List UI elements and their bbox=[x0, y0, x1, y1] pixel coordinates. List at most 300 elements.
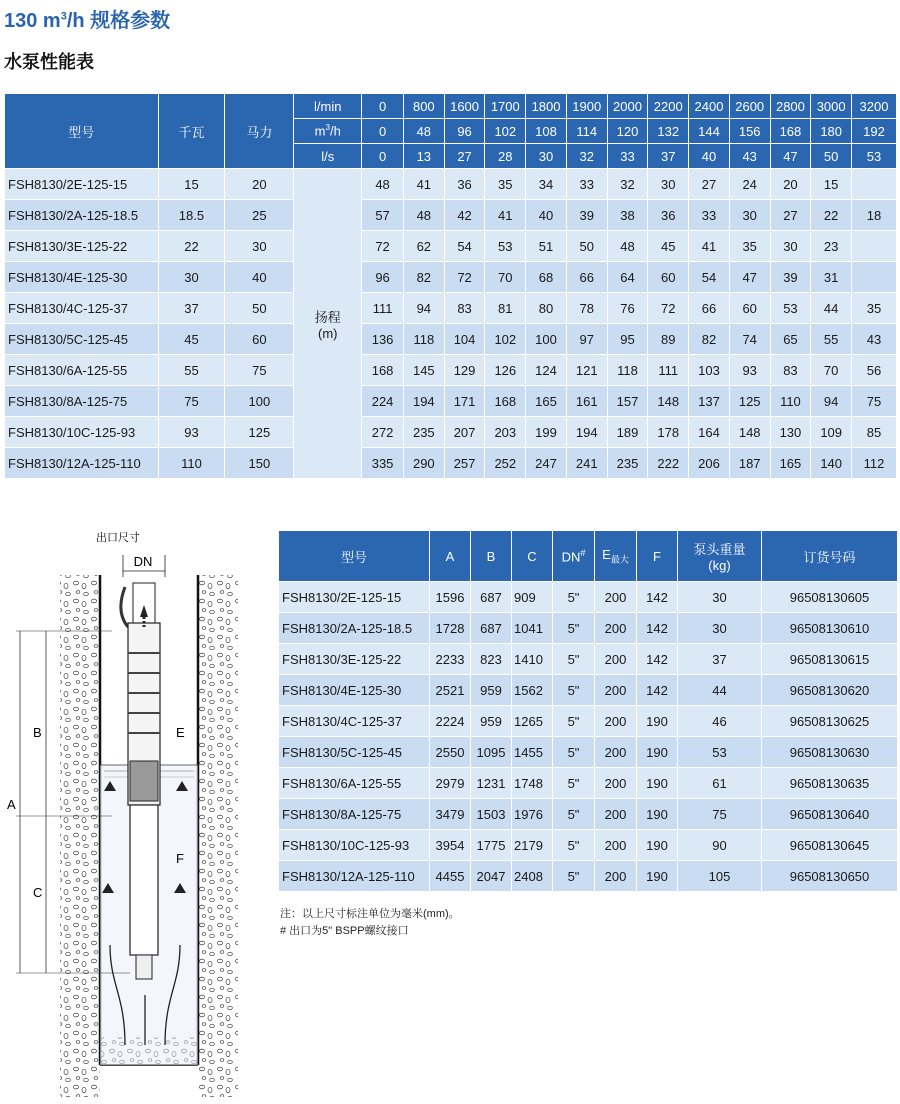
dimension-model-cell: FSH8130/6A-125-55 bbox=[279, 768, 430, 799]
head-value-cell: 241 bbox=[566, 448, 607, 479]
head-value-cell: 89 bbox=[648, 324, 689, 355]
head-value-cell: 70 bbox=[485, 262, 526, 293]
kw-cell: 110 bbox=[158, 448, 225, 479]
hp-cell: 30 bbox=[225, 231, 294, 262]
dimension-row bbox=[279, 799, 898, 830]
dimension-a-cell: 3954 bbox=[430, 830, 471, 861]
head-value-cell: 224 bbox=[362, 386, 404, 417]
head-value-cell: 24 bbox=[729, 169, 770, 200]
dimension-c-cell: 909 bbox=[512, 582, 553, 613]
flow-value: 2600 bbox=[729, 94, 770, 119]
head-value-cell: 48 bbox=[362, 169, 404, 200]
head-value-cell: 33 bbox=[566, 169, 607, 200]
dimension-a-cell: 2521 bbox=[430, 675, 471, 706]
head-value-cell: 145 bbox=[403, 355, 444, 386]
performance-row bbox=[5, 355, 897, 386]
dimension-a-cell: 2979 bbox=[430, 768, 471, 799]
head-value-cell: 82 bbox=[403, 262, 444, 293]
kw-cell: 75 bbox=[158, 386, 225, 417]
dimension-e-label: E bbox=[176, 725, 185, 740]
dimension-b-cell: 1095 bbox=[471, 737, 512, 768]
dimension-col-weight: 泵头重量 (kg) bbox=[678, 531, 762, 582]
head-value-cell: 41 bbox=[689, 231, 730, 262]
flow-value: 27 bbox=[444, 144, 485, 169]
head-value-cell: 44 bbox=[811, 293, 852, 324]
model-cell: FSH8130/2A-125-18.5 bbox=[5, 200, 159, 231]
head-value-cell: 23 bbox=[811, 231, 852, 262]
dimension-row bbox=[279, 644, 898, 675]
dimension-order-cell: 96508130630 bbox=[762, 737, 898, 768]
head-value-cell: 18 bbox=[852, 200, 897, 231]
hp-cell: 60 bbox=[225, 324, 294, 355]
head-value-cell: 148 bbox=[648, 386, 689, 417]
head-value-cell: 40 bbox=[526, 200, 567, 231]
flow-value: 0 bbox=[362, 94, 404, 119]
head-value-cell: 199 bbox=[526, 417, 567, 448]
dimension-table-header bbox=[279, 531, 898, 582]
hp-cell: 100 bbox=[225, 386, 294, 417]
dimension-order-cell: 96508130605 bbox=[762, 582, 898, 613]
dimension-e-cell: 200 bbox=[595, 737, 637, 768]
dimension-b-cell: 687 bbox=[471, 613, 512, 644]
head-value-cell: 161 bbox=[566, 386, 607, 417]
hp-cell: 40 bbox=[225, 262, 294, 293]
dimension-a-cell: 2224 bbox=[430, 706, 471, 737]
flow-value: 40 bbox=[689, 144, 730, 169]
dimension-row bbox=[279, 830, 898, 861]
performance-table bbox=[4, 93, 897, 479]
dimension-f-cell: 190 bbox=[637, 861, 678, 892]
head-value-cell: 129 bbox=[444, 355, 485, 386]
head-value-cell: 168 bbox=[485, 386, 526, 417]
dimension-col-dn: DN# bbox=[553, 531, 595, 582]
head-value-cell: 36 bbox=[444, 169, 485, 200]
head-value-cell: 66 bbox=[689, 293, 730, 324]
head-value-cell: 118 bbox=[607, 355, 648, 386]
pump-installation-diagram bbox=[0, 525, 240, 1104]
dimension-f-cell: 190 bbox=[637, 768, 678, 799]
head-value-cell: 140 bbox=[811, 448, 852, 479]
head-value-cell: 125 bbox=[729, 386, 770, 417]
head-value-cell: 189 bbox=[607, 417, 648, 448]
head-value-cell: 22 bbox=[811, 200, 852, 231]
dimension-dn-cell: 5" bbox=[553, 675, 595, 706]
performance-row bbox=[5, 293, 897, 324]
head-value-cell: 41 bbox=[403, 169, 444, 200]
head-value-cell: 57 bbox=[362, 200, 404, 231]
flow-value: 120 bbox=[607, 119, 648, 144]
head-value-cell: 257 bbox=[444, 448, 485, 479]
dimension-dn-cell: 5" bbox=[553, 644, 595, 675]
head-value-cell: 36 bbox=[648, 200, 689, 231]
head-value-cell: 203 bbox=[485, 417, 526, 448]
dimension-a-cell: 4455 bbox=[430, 861, 471, 892]
note-units: 注：以上尺寸标注单位为毫米(mm)。 bbox=[280, 908, 460, 920]
dimension-model-cell: FSH8130/4E-125-30 bbox=[279, 675, 430, 706]
kw-cell: 45 bbox=[158, 324, 225, 355]
head-value-cell: 96 bbox=[362, 262, 404, 293]
notes bbox=[280, 906, 460, 940]
head-value-cell: 168 bbox=[362, 355, 404, 386]
kw-cell: 93 bbox=[158, 417, 225, 448]
performance-row bbox=[5, 324, 897, 355]
dimension-col-c: C bbox=[512, 531, 553, 582]
dimension-b-cell: 959 bbox=[471, 675, 512, 706]
dimension-c-cell: 1410 bbox=[512, 644, 553, 675]
head-value-cell: 187 bbox=[729, 448, 770, 479]
head-value-cell: 27 bbox=[770, 200, 811, 231]
head-value-cell: 206 bbox=[689, 448, 730, 479]
dimension-row bbox=[279, 706, 898, 737]
dimension-c-cell: 2408 bbox=[512, 861, 553, 892]
flow-value: 132 bbox=[648, 119, 689, 144]
head-value-cell: 27 bbox=[689, 169, 730, 200]
dimension-b-cell: 1775 bbox=[471, 830, 512, 861]
flow-value: 48 bbox=[403, 119, 444, 144]
dimension-b-cell: 687 bbox=[471, 582, 512, 613]
dimension-weight-cell: 37 bbox=[678, 644, 762, 675]
flow-value: 0 bbox=[362, 119, 404, 144]
dimension-model-cell: FSH8130/4C-125-37 bbox=[279, 706, 430, 737]
model-cell: FSH8130/12A-125-110 bbox=[5, 448, 159, 479]
head-value-cell: 78 bbox=[566, 293, 607, 324]
dimension-a-cell: 1596 bbox=[430, 582, 471, 613]
dimension-dn-cell: 5" bbox=[553, 861, 595, 892]
dimension-col-f: F bbox=[637, 531, 678, 582]
head-value-cell: 85 bbox=[852, 417, 897, 448]
dimension-b-cell: 1503 bbox=[471, 799, 512, 830]
dimension-model-cell: FSH8130/2E-125-15 bbox=[279, 582, 430, 613]
dimension-f-cell: 142 bbox=[637, 644, 678, 675]
head-value-cell: 235 bbox=[607, 448, 648, 479]
performance-row bbox=[5, 200, 897, 231]
kw-cell: 37 bbox=[158, 293, 225, 324]
dimension-weight-cell: 61 bbox=[678, 768, 762, 799]
head-value-cell: 65 bbox=[770, 324, 811, 355]
note-outlet: # 出口为5" BSPP螺纹接口 bbox=[280, 925, 409, 937]
head-value-cell: 194 bbox=[566, 417, 607, 448]
dimension-e-cell: 200 bbox=[595, 768, 637, 799]
kw-cell: 55 bbox=[158, 355, 225, 386]
dimension-model-cell: FSH8130/10C-125-93 bbox=[279, 830, 430, 861]
model-cell: FSH8130/10C-125-93 bbox=[5, 417, 159, 448]
head-value-cell: 83 bbox=[770, 355, 811, 386]
hp-cell: 25 bbox=[225, 200, 294, 231]
dimension-c-cell: 1265 bbox=[512, 706, 553, 737]
head-value-cell: 111 bbox=[362, 293, 404, 324]
dimension-e-cell: 200 bbox=[595, 861, 637, 892]
unit-lmin: l/min bbox=[294, 94, 362, 119]
model-cell: FSH8130/8A-125-75 bbox=[5, 386, 159, 417]
head-value-cell: 53 bbox=[485, 231, 526, 262]
head-value-cell: 247 bbox=[526, 448, 567, 479]
head-value-cell: 20 bbox=[770, 169, 811, 200]
head-value-cell: 51 bbox=[526, 231, 567, 262]
kw-cell: 22 bbox=[158, 231, 225, 262]
flow-value: 3000 bbox=[811, 94, 852, 119]
flow-value: 144 bbox=[689, 119, 730, 144]
head-value-cell: 50 bbox=[566, 231, 607, 262]
head-value-cell: 72 bbox=[648, 293, 689, 324]
head-value-cell: 95 bbox=[607, 324, 648, 355]
flow-value: 102 bbox=[485, 119, 526, 144]
dimension-order-cell: 96508130610 bbox=[762, 613, 898, 644]
hp-cell: 50 bbox=[225, 293, 294, 324]
head-value-cell: 130 bbox=[770, 417, 811, 448]
dimension-weight-cell: 44 bbox=[678, 675, 762, 706]
flow-value: 2800 bbox=[770, 94, 811, 119]
head-value-cell: 76 bbox=[607, 293, 648, 324]
head-value-cell: 94 bbox=[403, 293, 444, 324]
dimension-f-cell: 190 bbox=[637, 799, 678, 830]
head-label: 扬程 bbox=[314, 309, 341, 325]
head-value-cell: 68 bbox=[526, 262, 567, 293]
kw-cell: 15 bbox=[158, 169, 225, 200]
hp-cell: 125 bbox=[225, 417, 294, 448]
dimension-f-cell: 190 bbox=[637, 830, 678, 861]
section-title: 水泵性能表 bbox=[4, 52, 94, 72]
hp-cell: 150 bbox=[225, 448, 294, 479]
head-value-cell: 42 bbox=[444, 200, 485, 231]
head-value-cell: 222 bbox=[648, 448, 689, 479]
head-value-cell: 54 bbox=[689, 262, 730, 293]
dimension-dn-cell: 5" bbox=[553, 830, 595, 861]
head-value-cell: 75 bbox=[852, 386, 897, 417]
head-value-cell: 74 bbox=[729, 324, 770, 355]
head-value-cell bbox=[852, 169, 897, 200]
performance-row bbox=[5, 448, 897, 479]
dimension-b-cell: 959 bbox=[471, 706, 512, 737]
dimension-table bbox=[278, 530, 898, 892]
head-value-cell: 31 bbox=[811, 262, 852, 293]
dimension-weight-cell: 30 bbox=[678, 582, 762, 613]
performance-col-hp: 马力 bbox=[225, 94, 294, 169]
performance-header-row bbox=[5, 94, 897, 119]
head-value-cell: 109 bbox=[811, 417, 852, 448]
dimension-row bbox=[279, 582, 898, 613]
head-value-cell: 83 bbox=[444, 293, 485, 324]
dimension-model-cell: FSH8130/8A-125-75 bbox=[279, 799, 430, 830]
dimension-dn-cell: 5" bbox=[553, 582, 595, 613]
head-value-cell: 252 bbox=[485, 448, 526, 479]
head-value-cell: 47 bbox=[729, 262, 770, 293]
head-value-cell: 165 bbox=[770, 448, 811, 479]
model-cell: FSH8130/2E-125-15 bbox=[5, 169, 159, 200]
dimension-c-label: C bbox=[33, 885, 43, 900]
head-value-cell: 93 bbox=[729, 355, 770, 386]
head-label-cell bbox=[294, 169, 362, 479]
dimension-dn-cell: 5" bbox=[553, 613, 595, 644]
performance-col-kw: 千瓦 bbox=[158, 94, 225, 169]
dimension-e-cell: 200 bbox=[595, 830, 637, 861]
dimension-order-cell: 96508130615 bbox=[762, 644, 898, 675]
dimension-c-cell: 1748 bbox=[512, 768, 553, 799]
head-value-cell: 72 bbox=[444, 262, 485, 293]
head-value-cell: 32 bbox=[607, 169, 648, 200]
model-cell: FSH8130/4E-125-30 bbox=[5, 262, 159, 293]
dimension-order-cell: 96508130625 bbox=[762, 706, 898, 737]
flow-value: 108 bbox=[526, 119, 567, 144]
head-value-cell: 100 bbox=[526, 324, 567, 355]
head-value-cell bbox=[852, 262, 897, 293]
head-value-cell: 39 bbox=[566, 200, 607, 231]
head-value-cell: 171 bbox=[444, 386, 485, 417]
flow-value: 800 bbox=[403, 94, 444, 119]
dimension-row bbox=[279, 861, 898, 892]
dimension-weight-cell: 75 bbox=[678, 799, 762, 830]
flow-value: 13 bbox=[403, 144, 444, 169]
dimension-f-cell: 190 bbox=[637, 737, 678, 768]
head-value-cell: 33 bbox=[689, 200, 730, 231]
flow-value: 1700 bbox=[485, 94, 526, 119]
head-value-cell: 102 bbox=[485, 324, 526, 355]
dimension-weight-cell: 46 bbox=[678, 706, 762, 737]
flow-value: 2400 bbox=[689, 94, 730, 119]
head-value-cell: 165 bbox=[526, 386, 567, 417]
flow-value: 2000 bbox=[607, 94, 648, 119]
dimension-f-cell: 142 bbox=[637, 582, 678, 613]
head-value-cell: 178 bbox=[648, 417, 689, 448]
dimension-c-cell: 1455 bbox=[512, 737, 553, 768]
head-value-cell: 97 bbox=[566, 324, 607, 355]
dimension-col-model: 型号 bbox=[279, 531, 430, 582]
hp-cell: 75 bbox=[225, 355, 294, 386]
performance-row bbox=[5, 386, 897, 417]
performance-row bbox=[5, 417, 897, 448]
model-cell: FSH8130/4C-125-37 bbox=[5, 293, 159, 324]
kw-cell: 18.5 bbox=[158, 200, 225, 231]
dimension-c-cell: 1976 bbox=[512, 799, 553, 830]
head-value-cell: 118 bbox=[403, 324, 444, 355]
page-title: 130 $m^3/h$ 规格参数 bbox=[4, 10, 171, 32]
dimension-col-b: B bbox=[471, 531, 512, 582]
head-value-cell: 30 bbox=[770, 231, 811, 262]
performance-row bbox=[5, 169, 897, 200]
flow-value: 114 bbox=[566, 119, 607, 144]
dimension-a-cell: 1728 bbox=[430, 613, 471, 644]
dimension-e-cell: 200 bbox=[595, 706, 637, 737]
model-cell: FSH8130/6A-125-55 bbox=[5, 355, 159, 386]
dimension-f-label: F bbox=[176, 851, 184, 866]
dimension-e-cell: 200 bbox=[595, 675, 637, 706]
dimension-weight-cell: 90 bbox=[678, 830, 762, 861]
dimension-e-cell: 200 bbox=[595, 582, 637, 613]
head-value-cell: 30 bbox=[729, 200, 770, 231]
head-value-cell: 41 bbox=[485, 200, 526, 231]
flow-value: 1800 bbox=[526, 94, 567, 119]
dimension-c-cell: 2179 bbox=[512, 830, 553, 861]
head-value-cell: 70 bbox=[811, 355, 852, 386]
performance-col-model: 型号 bbox=[5, 94, 159, 169]
flow-value: 47 bbox=[770, 144, 811, 169]
dimension-model-cell: FSH8130/2A-125-18.5 bbox=[279, 613, 430, 644]
head-value-cell: 103 bbox=[689, 355, 730, 386]
head-value-cell: 94 bbox=[811, 386, 852, 417]
head-value-cell: 164 bbox=[689, 417, 730, 448]
head-value-cell: 35 bbox=[852, 293, 897, 324]
flow-value: 0 bbox=[362, 144, 404, 169]
dimension-model-cell: FSH8130/3E-125-22 bbox=[279, 644, 430, 675]
dimension-a-label: A bbox=[7, 797, 16, 812]
dimension-f-cell: 142 bbox=[637, 675, 678, 706]
flow-value: 96 bbox=[444, 119, 485, 144]
head-value-cell: 34 bbox=[526, 169, 567, 200]
dimension-e-cell: 200 bbox=[595, 644, 637, 675]
head-value-cell: 60 bbox=[648, 262, 689, 293]
flow-value: 53 bbox=[852, 144, 897, 169]
model-cell: FSH8130/5C-125-45 bbox=[5, 324, 159, 355]
flow-value: 3200 bbox=[852, 94, 897, 119]
flow-value: 192 bbox=[852, 119, 897, 144]
head-value-cell: 194 bbox=[403, 386, 444, 417]
head-value-cell: 207 bbox=[444, 417, 485, 448]
head-value-cell: 72 bbox=[362, 231, 404, 262]
flow-value: 180 bbox=[811, 119, 852, 144]
dimension-e-cell: 200 bbox=[595, 613, 637, 644]
flow-value: 1600 bbox=[444, 94, 485, 119]
dimension-b-cell: 1231 bbox=[471, 768, 512, 799]
head-value-cell: 35 bbox=[729, 231, 770, 262]
flow-value: 43 bbox=[729, 144, 770, 169]
dimension-col-e: $E_{最大}$ bbox=[595, 531, 637, 582]
flow-value: 30 bbox=[526, 144, 567, 169]
kw-cell: 30 bbox=[158, 262, 225, 293]
dimension-e-cell: 200 bbox=[595, 799, 637, 830]
head-value-cell: 126 bbox=[485, 355, 526, 386]
dimension-dn-cell: 5" bbox=[553, 799, 595, 830]
head-value-cell: 39 bbox=[770, 262, 811, 293]
head-value-cell: 148 bbox=[729, 417, 770, 448]
head-value-cell: 54 bbox=[444, 231, 485, 262]
dimension-weight-cell: 53 bbox=[678, 737, 762, 768]
head-value-cell: 335 bbox=[362, 448, 404, 479]
head-value-cell: 38 bbox=[607, 200, 648, 231]
flow-value: 156 bbox=[729, 119, 770, 144]
dimension-col-a: A bbox=[430, 531, 471, 582]
head-value-cell: 80 bbox=[526, 293, 567, 324]
dimension-f-cell: 190 bbox=[637, 706, 678, 737]
head-value-cell: 157 bbox=[607, 386, 648, 417]
dimension-order-cell: 96508130620 bbox=[762, 675, 898, 706]
dimension-a-cell: 3479 bbox=[430, 799, 471, 830]
head-value-cell: 110 bbox=[770, 386, 811, 417]
dimension-c-cell: 1041 bbox=[512, 613, 553, 644]
flow-value: 28 bbox=[485, 144, 526, 169]
dimension-row bbox=[279, 613, 898, 644]
head-value-cell: 48 bbox=[607, 231, 648, 262]
head-value-cell: 30 bbox=[648, 169, 689, 200]
flow-value: 168 bbox=[770, 119, 811, 144]
head-value-cell: 136 bbox=[362, 324, 404, 355]
dimension-row bbox=[279, 737, 898, 768]
dimension-row bbox=[279, 675, 898, 706]
dimension-model-cell: FSH8130/12A-125-110 bbox=[279, 861, 430, 892]
head-value-cell: 62 bbox=[403, 231, 444, 262]
dimension-order-cell: 96508130650 bbox=[762, 861, 898, 892]
dimension-b-cell: 2047 bbox=[471, 861, 512, 892]
head-value-cell: 235 bbox=[403, 417, 444, 448]
dimension-dn-cell: 5" bbox=[553, 706, 595, 737]
dimension-weight-cell: 30 bbox=[678, 613, 762, 644]
dn-label: DN bbox=[133, 554, 153, 569]
head-value-cell: 56 bbox=[852, 355, 897, 386]
flow-value: 32 bbox=[566, 144, 607, 169]
unit-ls: l/s bbox=[294, 144, 362, 169]
dimension-weight-cell: 105 bbox=[678, 861, 762, 892]
head-value-cell: 60 bbox=[729, 293, 770, 324]
head-value-cell: 35 bbox=[485, 169, 526, 200]
flow-value: 50 bbox=[811, 144, 852, 169]
